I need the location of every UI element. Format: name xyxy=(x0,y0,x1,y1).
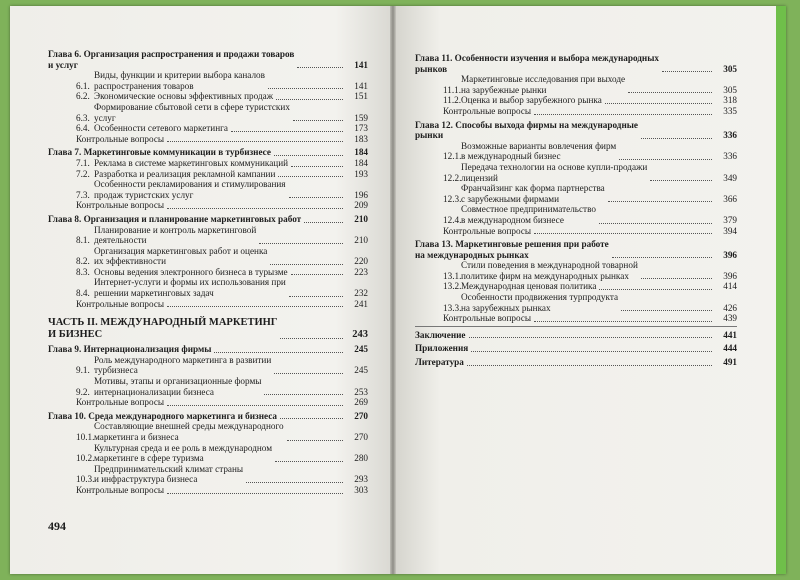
entry-page-number: 366 xyxy=(723,193,737,204)
entry-title: Контрольные вопросы xyxy=(76,200,165,211)
entry-title: Передача технологии на основе купли-продажи лицензий xyxy=(461,161,648,183)
entry-page-number: 270 xyxy=(354,432,368,442)
section-number: 8.2. xyxy=(76,256,90,267)
entry-page-number: 426 xyxy=(723,302,737,313)
dot-leader xyxy=(280,418,343,419)
entry-title: Глава 11. Особенности изучения и выбора международных рынков xyxy=(415,53,659,74)
dot-leader xyxy=(599,223,712,224)
dot-leader xyxy=(167,405,343,406)
dot-leader xyxy=(167,141,343,142)
toc-section xyxy=(48,355,368,376)
entry-page-number: 210 xyxy=(354,213,368,224)
entry-title: Контрольные вопросы xyxy=(443,225,532,236)
entry-title: Реклама в системе маркетинговых коммуникаций xyxy=(94,157,289,168)
toc-section xyxy=(48,225,368,246)
entry-page-number: 173 xyxy=(354,123,368,134)
section-number: 12.4. xyxy=(443,214,462,225)
entry-page-number: 184 xyxy=(354,147,368,158)
entry-title: Контрольные вопросы xyxy=(76,298,165,309)
page-number: 494 xyxy=(48,519,66,533)
entry-page-number: 269 xyxy=(354,397,368,408)
toc-section xyxy=(415,281,737,292)
entry-title: Глава 10. Среда международного маркетинга и бизнеса xyxy=(48,410,278,421)
toc-section xyxy=(48,179,368,200)
entry-page-number: 280 xyxy=(354,453,368,464)
toc-section xyxy=(48,91,368,102)
entry-title: Основы ведения электронного бизнеса в турызме xyxy=(94,266,288,277)
section-number: 13.1. xyxy=(443,270,462,281)
toc-section xyxy=(415,183,737,204)
section-number: 13.3. xyxy=(443,302,462,313)
entry-title: Особенности продвижения турпродукта на зарубежных рынках xyxy=(461,292,619,313)
section-number: 12.2. xyxy=(443,172,462,183)
book-gutter xyxy=(390,6,396,574)
toc-questions xyxy=(48,134,368,145)
entry-page-number: 183 xyxy=(354,133,368,144)
toc-section xyxy=(415,292,737,313)
section-number: 6.2. xyxy=(76,91,90,102)
entry-title: Контрольные вопросы xyxy=(76,133,165,144)
entry-page-number: 336 xyxy=(723,130,737,141)
entry-title: Глава 7. Маркетинговые коммуникации в турбизнесе xyxy=(48,147,271,158)
dot-leader xyxy=(167,306,343,307)
entry-page-number: 141 xyxy=(354,80,368,91)
divider xyxy=(415,326,737,327)
dot-leader xyxy=(289,197,343,198)
section-number: 12.3. xyxy=(443,193,462,204)
dot-leader xyxy=(231,131,343,132)
section-number: 7.1. xyxy=(76,157,90,168)
toc-section xyxy=(48,443,368,464)
toc-questions xyxy=(415,106,737,117)
entry-page-number: 209 xyxy=(354,200,368,211)
entry-page-number: 270 xyxy=(354,410,368,421)
dot-leader xyxy=(291,274,343,275)
entry-title: Совместное предпринимательство в международном бизнесе xyxy=(461,204,596,225)
entry-page-number: 318 xyxy=(723,95,737,106)
section-number: 6.4. xyxy=(76,123,90,134)
toc-section xyxy=(48,70,368,91)
entry-page-number: 241 xyxy=(354,298,368,309)
dot-leader xyxy=(214,352,343,353)
dot-leader xyxy=(167,493,343,494)
entry-page-number: 193 xyxy=(354,168,368,179)
toc-questions xyxy=(415,226,737,237)
entry-page-number: 253 xyxy=(354,386,368,397)
entry-page-number: 196 xyxy=(354,189,368,200)
dot-leader xyxy=(641,278,712,279)
cover-edge xyxy=(776,6,786,574)
entry-page-number: 232 xyxy=(354,288,368,299)
section-number: 9.1. xyxy=(76,365,90,376)
entry-title: Планирование и контроль маркетинговой деятельности xyxy=(94,224,257,246)
section-number: 10.1. xyxy=(76,432,95,442)
entry-page-number: 336 xyxy=(723,151,737,162)
dot-leader xyxy=(534,233,712,234)
toc-section xyxy=(48,246,368,267)
entry-page-number: 223 xyxy=(354,266,368,277)
dot-leader xyxy=(293,120,343,121)
toc-section xyxy=(48,158,368,169)
entry-page-number: 210 xyxy=(354,235,368,246)
toc-chapter xyxy=(48,411,368,422)
toc-section xyxy=(415,95,737,106)
dot-leader xyxy=(167,208,343,209)
dot-leader xyxy=(297,67,343,68)
left-toc xyxy=(48,46,368,496)
toc-chapter xyxy=(415,53,737,74)
dot-leader xyxy=(641,138,712,139)
entry-title: Стили поведения в международной товарной политике фирм на международных рынках xyxy=(461,260,638,281)
dot-leader xyxy=(619,159,712,160)
entry-title: Возможные варианты вовлечения фирм в международный бизнес xyxy=(461,140,617,162)
dot-leader xyxy=(534,114,712,115)
entry-title: Виды, функции и критерии выбора каналов распространения товаров xyxy=(94,70,265,91)
section-number: 12.1. xyxy=(443,151,462,162)
dot-leader xyxy=(534,321,712,322)
entry-page-number: 243 xyxy=(352,329,368,341)
entry-title: Контрольные вопросы xyxy=(76,484,165,495)
toc-section xyxy=(415,74,737,95)
entry-page-number: 491 xyxy=(723,357,737,368)
toc-questions xyxy=(415,313,737,324)
section-number: 6.1. xyxy=(76,80,90,91)
entry-page-number: 141 xyxy=(354,59,368,70)
dot-leader xyxy=(280,338,343,339)
toc-section xyxy=(48,464,368,485)
dot-leader xyxy=(275,461,343,462)
section-number: 11.2. xyxy=(443,95,462,106)
toc-chapter xyxy=(415,330,737,341)
section-number: 10.3. xyxy=(76,474,95,485)
toc-section xyxy=(48,123,368,134)
right-page xyxy=(393,6,786,574)
right-toc xyxy=(415,50,737,368)
section-number: 9.2. xyxy=(76,386,90,397)
entry-title: Оценка и выбор зарубежного рынка xyxy=(461,95,602,106)
entry-title: Заключение xyxy=(415,329,466,340)
entry-title: Международная ценовая политика xyxy=(461,281,597,292)
dot-leader xyxy=(608,201,712,202)
entry-title: Особенности рекламирования и стимулирования продаж туристских услуг xyxy=(94,179,286,200)
entry-title: Контрольные вопросы xyxy=(443,105,532,116)
entry-page-number: 293 xyxy=(354,474,368,485)
dot-leader xyxy=(264,394,343,395)
entry-title: Контрольные вопросы xyxy=(443,313,532,324)
entry-page-number: 245 xyxy=(354,365,368,376)
entry-page-number: 245 xyxy=(354,344,368,355)
section-number: 7.3. xyxy=(76,189,90,200)
entry-page-number: 159 xyxy=(354,112,368,123)
entry-title: Экономические основы эффективных продаж xyxy=(94,91,274,102)
dot-leader xyxy=(628,92,712,93)
toc-section xyxy=(415,260,737,281)
toc-chapter xyxy=(415,120,737,141)
dot-leader xyxy=(276,99,343,100)
dot-leader xyxy=(662,71,712,72)
toc-section xyxy=(48,277,368,298)
entry-page-number: 394 xyxy=(723,225,737,236)
entry-page-number: 379 xyxy=(723,214,737,225)
entry-page-number: 444 xyxy=(723,343,737,354)
entry-title: Мотивы, этапы и организационные формы интернационализации бизнеса xyxy=(94,376,262,397)
entry-page-number: 439 xyxy=(723,313,737,324)
dot-leader xyxy=(274,373,343,374)
entry-title: Глава 9. Интернационализация фирмы xyxy=(48,344,212,355)
section-number: 8.1. xyxy=(76,235,90,246)
dot-leader xyxy=(621,310,712,311)
entry-title: Литература xyxy=(415,357,464,368)
section-number: 8.3. xyxy=(76,266,90,277)
toc-part xyxy=(48,317,368,341)
toc-chapter xyxy=(415,239,737,260)
toc-chapter xyxy=(415,357,737,368)
entry-title: Глава 6. Организация распространения и продажи товаров и услуг xyxy=(48,49,295,70)
entry-page-number: 441 xyxy=(723,329,737,340)
toc-section xyxy=(48,267,368,278)
entry-title: Интернет-услуги и формы их использования при решении маркетинговых задач xyxy=(94,277,286,299)
dot-leader xyxy=(599,289,712,290)
entry-page-number: 335 xyxy=(723,105,737,116)
entry-page-number: 396 xyxy=(723,249,737,260)
toc-chapter xyxy=(48,214,368,225)
entry-title: Франчайзинг как форма партнерства с зарубежными фирмами xyxy=(461,183,605,204)
section-number: 13.2. xyxy=(443,281,462,292)
entry-title: Составляющие внешней среды международного маркетинга и бизнеса xyxy=(94,421,284,442)
dot-leader xyxy=(289,296,343,297)
toc-section xyxy=(48,169,368,180)
toc-chapter xyxy=(48,344,368,355)
entry-title: Глава 13. Маркетинговые решения при работе на международных рынках xyxy=(415,239,609,260)
toc-section xyxy=(415,204,737,225)
toc-questions xyxy=(48,299,368,310)
dot-leader xyxy=(304,222,343,223)
dot-leader xyxy=(605,103,712,104)
left-page xyxy=(10,6,393,574)
toc-questions xyxy=(48,485,368,496)
entry-page-number: 396 xyxy=(723,270,737,281)
entry-title: Культурная среда и ее роль в международном маркетинге в сфере туризма xyxy=(94,442,273,464)
dot-leader xyxy=(612,257,712,258)
toc-chapter xyxy=(48,147,368,158)
entry-title: Глава 8. Организация и планирование маркетинговых работ xyxy=(48,213,302,224)
toc-questions xyxy=(48,397,368,408)
dot-leader xyxy=(467,365,712,366)
toc-section xyxy=(48,376,368,397)
section-number: 6.3. xyxy=(76,112,90,123)
entry-page-number: 151 xyxy=(354,91,368,102)
dot-leader xyxy=(259,243,343,244)
dot-leader xyxy=(278,176,343,177)
entry-title: Организация маркетинговых работ и оценка их эффективности xyxy=(94,245,268,267)
entry-title: Формирование сбытовой сети в сфере туристских услуг xyxy=(94,101,290,123)
entry-title: ЧАСТЬ II. МЕЖДУНАРОДНЫЙ МАРКЕТИНГ И БИЗНЕС xyxy=(48,317,278,341)
entry-page-number: 305 xyxy=(723,63,737,74)
entry-title: Приложения xyxy=(415,343,469,354)
entry-page-number: 184 xyxy=(354,157,368,168)
dot-leader xyxy=(270,264,343,265)
entry-page-number: 303 xyxy=(354,484,368,495)
dot-leader xyxy=(471,351,712,352)
entry-page-number: 220 xyxy=(354,256,368,267)
toc-section xyxy=(415,141,737,162)
toc-questions xyxy=(48,200,368,211)
entry-page-number: 414 xyxy=(723,281,737,292)
entry-title: Особенности сетевого маркетинга xyxy=(94,123,228,134)
section-number: 8.4. xyxy=(76,288,90,299)
toc-section xyxy=(48,421,368,442)
toc-section xyxy=(48,102,368,123)
entry-title: Роль международного маркетинга в развитии турбизнеса xyxy=(94,354,272,376)
toc-chapter xyxy=(415,343,737,354)
entry-title: Разработка и реализация рекламной кампании xyxy=(94,168,276,179)
entry-title: Глава 12. Способы выхода фирмы на международные рынки xyxy=(415,119,638,141)
entry-page-number: 305 xyxy=(723,84,737,95)
dot-leader xyxy=(246,482,343,483)
toc-section xyxy=(415,162,737,183)
entry-title: Контрольные вопросы xyxy=(76,397,165,408)
entry-title: Маркетинговые исследования при выходе на зарубежные рынки xyxy=(461,74,626,95)
dot-leader xyxy=(287,440,343,441)
entry-title: Предпринимательский климат страны и инфраструктура бизнеса xyxy=(94,463,244,485)
entry-page-number: 349 xyxy=(723,172,737,183)
section-number: 11.1. xyxy=(443,84,462,95)
book-spread xyxy=(10,6,786,574)
section-number: 10.2. xyxy=(76,453,95,464)
dot-leader xyxy=(274,155,343,156)
section-number: 7.2. xyxy=(76,168,90,179)
toc-chapter xyxy=(48,49,368,70)
dot-leader xyxy=(268,88,343,89)
dot-leader xyxy=(469,337,713,338)
dot-leader xyxy=(650,180,712,181)
dot-leader xyxy=(291,166,343,167)
